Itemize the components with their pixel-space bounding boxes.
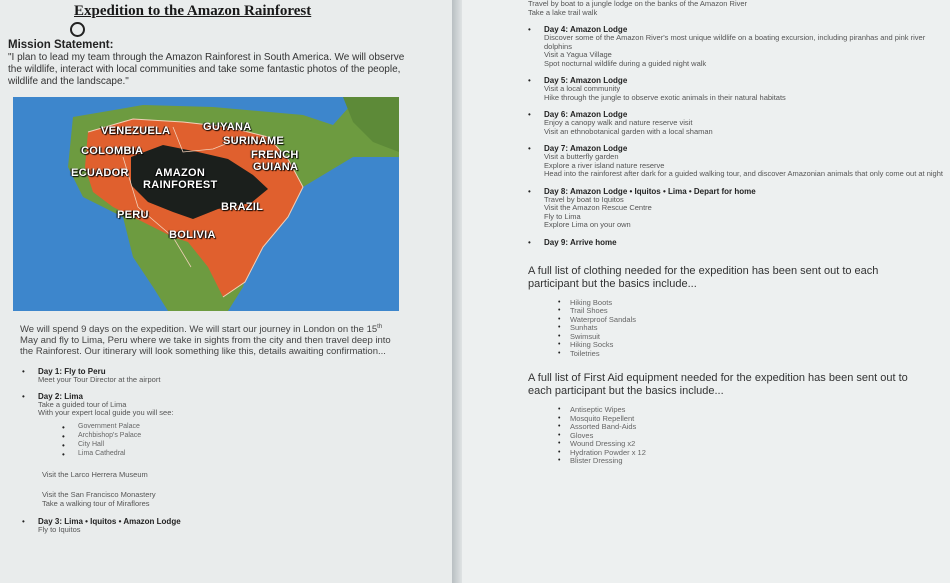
list-item bbox=[62, 423, 452, 432]
clothing-item: Toiletries bbox=[570, 348, 600, 358]
circle-icon bbox=[70, 22, 85, 37]
day-3 bbox=[22, 517, 452, 535]
day-2-extra-2: Visit the San Francisco Monastery bbox=[42, 490, 156, 500]
bullet-icon: • bbox=[22, 367, 25, 377]
list-item bbox=[62, 432, 452, 441]
bullet-icon: • bbox=[558, 423, 561, 430]
bullet-icon: • bbox=[62, 440, 65, 450]
map-label-brazil: BRAZIL bbox=[221, 201, 264, 213]
clothing-item: Waterproof Sandals bbox=[570, 314, 637, 324]
day-line: Hike through the jungle to observe exotic animals in their natural habitats bbox=[544, 92, 786, 102]
map-label-guiana: GUIANA bbox=[253, 161, 299, 173]
intro-text-start: We will spend 9 days on the expedition. We will start our journey in London on the 15 bbox=[20, 324, 378, 336]
day-line: Fly to Lima bbox=[544, 211, 581, 221]
bullet-icon: • bbox=[558, 440, 561, 447]
bullet-icon: • bbox=[558, 315, 561, 323]
map-label-french: FRENCH bbox=[251, 149, 299, 161]
day-line: Explore a river island nature reserve bbox=[544, 160, 665, 170]
day-title: Day 6: Amazon Lodge bbox=[544, 110, 628, 119]
mission-heading: Mission Statement: bbox=[8, 39, 114, 51]
list-item bbox=[558, 341, 950, 350]
map-label-venezuela: VENEZUELA bbox=[101, 125, 171, 137]
list-item bbox=[558, 457, 950, 466]
day-line: Explore Lima on your own bbox=[544, 220, 631, 229]
list-item bbox=[558, 423, 950, 432]
day-line: Discover some of the Amazon River's most unique wildlife on a boating excursion, including piranhas and pink river dolphins bbox=[544, 33, 926, 51]
document-title: Expedition to the Amazon Rainforest bbox=[74, 3, 312, 19]
bullet-icon: • bbox=[558, 448, 561, 456]
bullet-icon: • bbox=[528, 25, 531, 34]
day-entry bbox=[528, 76, 950, 102]
clothing-item: Hiking Socks bbox=[570, 340, 614, 349]
day-title: Day 9: Arrive home bbox=[544, 237, 617, 247]
day-line: Travel by boat to Iquitos bbox=[544, 194, 624, 204]
day-title: Day 4: Amazon Lodge bbox=[544, 25, 628, 34]
bullet-icon: • bbox=[62, 449, 65, 459]
bullet-icon: • bbox=[558, 457, 561, 464]
day-line: Visit a local community bbox=[544, 84, 621, 93]
day-2-extra-1: Visit the Larco Herrera Museum bbox=[42, 469, 148, 479]
day-line: Visit a Yagua Village bbox=[544, 50, 612, 59]
day-2-title: Day 2: Lima bbox=[38, 391, 83, 401]
clothing-item: Hiking Boots bbox=[570, 297, 613, 307]
day-line: Spot nocturnal wildlife during a guided night walk bbox=[544, 58, 707, 68]
first-aid-item: Hydration Powder x 12 bbox=[570, 447, 646, 457]
list-item bbox=[558, 324, 950, 333]
day-1-title: Day 1: Fly to Peru bbox=[38, 367, 106, 377]
bullet-icon: • bbox=[22, 517, 25, 527]
intro-superscript: th bbox=[377, 324, 383, 330]
sight-item: Lima Cathedral bbox=[78, 449, 126, 457]
day-3-title: Day 3: Lima • Iquitos • Amazon Lodge bbox=[38, 517, 181, 527]
first-aid-heading: A full list of First Aid equipment needed for the expedition has been sent out to each participant but the basics include... bbox=[528, 372, 908, 397]
bullet-icon: • bbox=[558, 324, 561, 331]
bullet-icon: • bbox=[558, 349, 561, 357]
day-title: Day 7: Amazon Lodge bbox=[544, 144, 628, 153]
day-2-line-1: Take a guided tour of Lima bbox=[38, 399, 127, 409]
day-line: Visit the Amazon Rescue Centre bbox=[544, 203, 652, 212]
bullet-icon: • bbox=[558, 431, 561, 439]
amazon-map bbox=[13, 97, 399, 311]
day-2-sights bbox=[62, 423, 452, 459]
first-aid-item: Mosquito Repellent bbox=[570, 413, 635, 423]
bullet-icon: • bbox=[528, 110, 531, 119]
map-label-amazon: AMAZON bbox=[155, 167, 206, 179]
first-aid-item: Blister Dressing bbox=[570, 456, 623, 465]
day-entry bbox=[528, 25, 950, 68]
bullet-icon: • bbox=[558, 341, 561, 348]
right-page bbox=[462, 0, 950, 583]
mission-statement: "I plan to lead my team through the Amazon Rainforest in South America. We will observe the wildlife, interact with local communities and take some fantastic photos of the people, wildlife and the landscape." bbox=[8, 52, 405, 87]
day-2-line-2: With your expert local guide you will see: bbox=[38, 408, 174, 418]
clothing-item: Sunhats bbox=[570, 323, 598, 332]
sight-item: City Hall bbox=[78, 440, 105, 448]
day-1 bbox=[22, 367, 452, 385]
intro-paragraph bbox=[20, 322, 400, 357]
left-page bbox=[0, 0, 452, 583]
day-2 bbox=[22, 392, 452, 418]
list-item bbox=[62, 441, 452, 450]
intro-text-end: May and fly to Lima, Peru where we take in sights from the city and then travel deep into the Rainforest. Our itinerary will look something like this, details awaiting confirmation... bbox=[20, 335, 391, 358]
day-line: Head into the rainforest after dark for a guided walking tour, and discover Amazonian animals that only come out at night bbox=[544, 169, 943, 178]
map-label-bolivia: BOLIVIA bbox=[169, 229, 216, 241]
bullet-icon: • bbox=[558, 307, 561, 314]
day-entry bbox=[528, 110, 950, 136]
list-item bbox=[558, 316, 950, 325]
day-1-line: Meet your Tour Director at the airport bbox=[38, 375, 161, 385]
sight-item: Government Palace bbox=[78, 422, 140, 430]
day-3-line-2: Travel by boat to a jungle lodge on the banks of the Amazon River bbox=[528, 0, 748, 8]
bullet-icon: • bbox=[528, 237, 531, 247]
list-item bbox=[558, 299, 950, 308]
page-gutter bbox=[452, 0, 462, 583]
day-entry bbox=[528, 144, 950, 179]
clothing-list bbox=[558, 299, 950, 359]
day-3-line-3: Take a lake trail walk bbox=[528, 7, 598, 17]
clothing-item: Trail Shoes bbox=[570, 306, 608, 315]
bullet-icon: • bbox=[22, 391, 25, 401]
map-label-rainforest: RAINFOREST bbox=[143, 179, 218, 191]
day-entry bbox=[528, 238, 950, 247]
sight-item: Archbishop's Palace bbox=[78, 431, 142, 439]
first-aid-item: Gloves bbox=[570, 430, 594, 440]
day-3-continued bbox=[528, 0, 950, 17]
first-aid-item: Assorted Band-Aids bbox=[570, 422, 637, 431]
map-label-colombia: COLOMBIA bbox=[81, 145, 144, 157]
first-aid-item: Antiseptic Wipes bbox=[570, 405, 626, 414]
bullet-icon: • bbox=[62, 422, 65, 432]
day-title: Day 8: Amazon Lodge • Iquitos • Lima • Depart for home bbox=[544, 186, 756, 196]
bullet-icon: • bbox=[528, 186, 531, 196]
bullet-icon: • bbox=[528, 144, 531, 153]
bullet-icon: • bbox=[558, 414, 561, 422]
itinerary-right bbox=[528, 25, 950, 247]
clothing-item: Swimsuit bbox=[570, 331, 601, 341]
day-line: Enjoy a canopy walk and nature reserve visit bbox=[544, 118, 693, 127]
list-item bbox=[558, 350, 950, 359]
bullet-icon: • bbox=[558, 298, 561, 306]
map-label-ecuador: ECUADOR bbox=[71, 167, 129, 179]
map-label-suriname: SURINAME bbox=[223, 135, 285, 147]
map-label-peru: PERU bbox=[117, 209, 149, 221]
map-label-guyana: GUYANA bbox=[203, 121, 252, 133]
itinerary-left bbox=[22, 367, 452, 535]
first-aid-item: Wound Dressing x2 bbox=[570, 439, 636, 448]
bullet-icon: • bbox=[62, 431, 65, 441]
day-line: Visit an ethnobotanical garden with a local shaman bbox=[544, 126, 713, 136]
day-2-extra-3: Take a walking tour of Miraflores bbox=[42, 498, 150, 508]
bullet-icon: • bbox=[528, 76, 531, 85]
day-3-line: Fly to Iquitos bbox=[38, 525, 81, 535]
clothing-section bbox=[528, 265, 950, 359]
bullet-icon: • bbox=[558, 332, 561, 340]
day-title: Day 5: Amazon Lodge bbox=[544, 76, 628, 85]
list-item bbox=[62, 450, 452, 459]
clothing-heading: A full list of clothing needed for the expedition has been sent out to each participant but the basics include... bbox=[528, 264, 879, 290]
list-item bbox=[558, 333, 950, 342]
bullet-icon: • bbox=[558, 406, 561, 413]
first-aid-section bbox=[528, 372, 950, 466]
day-entry bbox=[528, 187, 950, 230]
first-aid-list bbox=[558, 406, 950, 466]
day-line: Visit a butterfly garden bbox=[544, 152, 619, 161]
